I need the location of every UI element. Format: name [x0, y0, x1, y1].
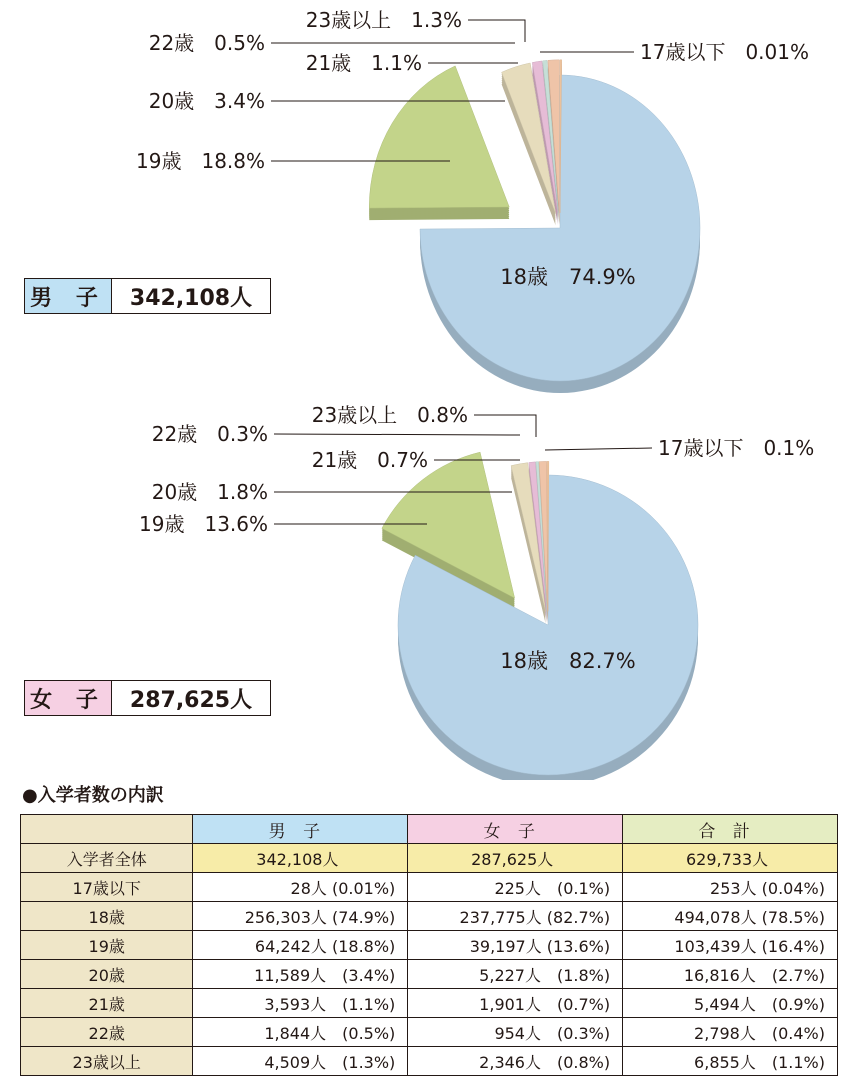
table-cell: 287,625人 — [408, 844, 623, 873]
slice-label-18歳: 18歳 74.9% — [500, 265, 636, 289]
table-cell: 629,733人 — [623, 844, 838, 873]
breakdown-table — [20, 814, 838, 1076]
table-cell: 5,227人 (1.8%) — [408, 960, 623, 989]
table-corner — [21, 815, 193, 844]
table-header-0: 男 子 — [193, 815, 408, 844]
table-cell: 256,303人 (74.9%) — [193, 902, 408, 931]
slice-label-18歳: 18歳 82.7% — [500, 649, 636, 673]
slice-label-23歳以上: 23歳以上 1.3% — [305, 8, 462, 32]
table-header-2: 合 計 — [623, 815, 838, 844]
male-pie-svg — [0, 0, 850, 395]
table-cell: 6,855人 (1.1%) — [623, 1047, 838, 1076]
table-row — [21, 1047, 838, 1076]
table-cell: 237,775人 (82.7%) — [408, 902, 623, 931]
female-chart — [0, 395, 850, 775]
table-cell: 28人 (0.01%) — [193, 873, 408, 902]
table-cell: 494,078人 (78.5%) — [623, 902, 838, 931]
table-row — [21, 844, 838, 873]
row-label: 17歳以下 — [21, 873, 193, 902]
leader-line — [545, 448, 652, 450]
slice-label-21歳: 21歳 0.7% — [311, 448, 428, 472]
table-cell: 1,844人 (0.5%) — [193, 1018, 408, 1047]
pie-top — [369, 60, 700, 381]
slice-label-19歳: 19歳 13.6% — [139, 512, 268, 536]
table-row — [21, 960, 838, 989]
table-row — [21, 873, 838, 902]
leader-line — [468, 20, 525, 42]
row-label: 入学者全体 — [21, 844, 193, 873]
slice-label-17歳以下: 17歳以下 0.01% — [640, 40, 809, 64]
table-cell: 64,242人 (18.8%) — [193, 931, 408, 960]
row-label: 19歳 — [21, 931, 193, 960]
row-label: 21歳 — [21, 989, 193, 1018]
male-total-box — [24, 278, 271, 314]
slice-label-19歳: 19歳 18.8% — [136, 149, 265, 173]
slice-label-22歳: 22歳 0.5% — [148, 31, 265, 55]
table-cell: 3,593人 (1.1%) — [193, 989, 408, 1018]
table-cell: 11,589人 (3.4%) — [193, 960, 408, 989]
table-cell: 954人 (0.3%) — [408, 1018, 623, 1047]
table-cell: 253人 (0.04%) — [623, 873, 838, 902]
female-group-label: 女 子 — [25, 681, 112, 715]
row-label: 18歳 — [21, 902, 193, 931]
female-total-value: 287,625人 — [112, 681, 270, 715]
table-cell: 5,494人 (0.9%) — [623, 989, 838, 1018]
leader-line — [274, 434, 520, 435]
leader-line — [474, 415, 536, 437]
table-row — [21, 931, 838, 960]
table-title: ●入学者数の内訳 — [22, 785, 164, 806]
slice-label-21歳: 21歳 1.1% — [305, 51, 422, 75]
table-cell: 225人 (0.1%) — [408, 873, 623, 902]
pie-slice-19歳 — [369, 66, 509, 208]
slice-label-22歳: 22歳 0.3% — [151, 422, 268, 446]
row-label: 22歳 — [21, 1018, 193, 1047]
table-cell: 1,901人 (0.7%) — [408, 989, 623, 1018]
male-total-value: 342,108人 — [112, 279, 270, 313]
slice-label-17歳以下: 17歳以下 0.1% — [658, 436, 815, 460]
table-row — [21, 989, 838, 1018]
table-cell: 103,439人 (16.4%) — [623, 931, 838, 960]
row-label: 23歳以上 — [21, 1047, 193, 1076]
slice-label-23歳以上: 23歳以上 0.8% — [311, 403, 468, 427]
row-label: 20歳 — [21, 960, 193, 989]
slice-label-20歳: 20歳 1.8% — [151, 480, 268, 504]
male-chart — [0, 0, 850, 380]
table-cell: 2,346人 (0.8%) — [408, 1047, 623, 1076]
table-cell: 4,509人 (1.3%) — [193, 1047, 408, 1076]
table-header-1: 女 子 — [408, 815, 623, 844]
table-cell: 39,197人 (13.6%) — [408, 931, 623, 960]
table-cell: 2,798人 (0.4%) — [623, 1018, 838, 1047]
table-cell: 342,108人 — [193, 844, 408, 873]
table-header-row — [21, 815, 838, 844]
table-cell: 16,816人 (2.7%) — [623, 960, 838, 989]
female-pie-svg — [0, 395, 850, 780]
table-row — [21, 1018, 838, 1047]
male-group-label: 男 子 — [25, 279, 112, 313]
table-row — [21, 902, 838, 931]
slice-label-20歳: 20歳 3.4% — [148, 89, 265, 113]
female-total-box — [24, 680, 271, 716]
